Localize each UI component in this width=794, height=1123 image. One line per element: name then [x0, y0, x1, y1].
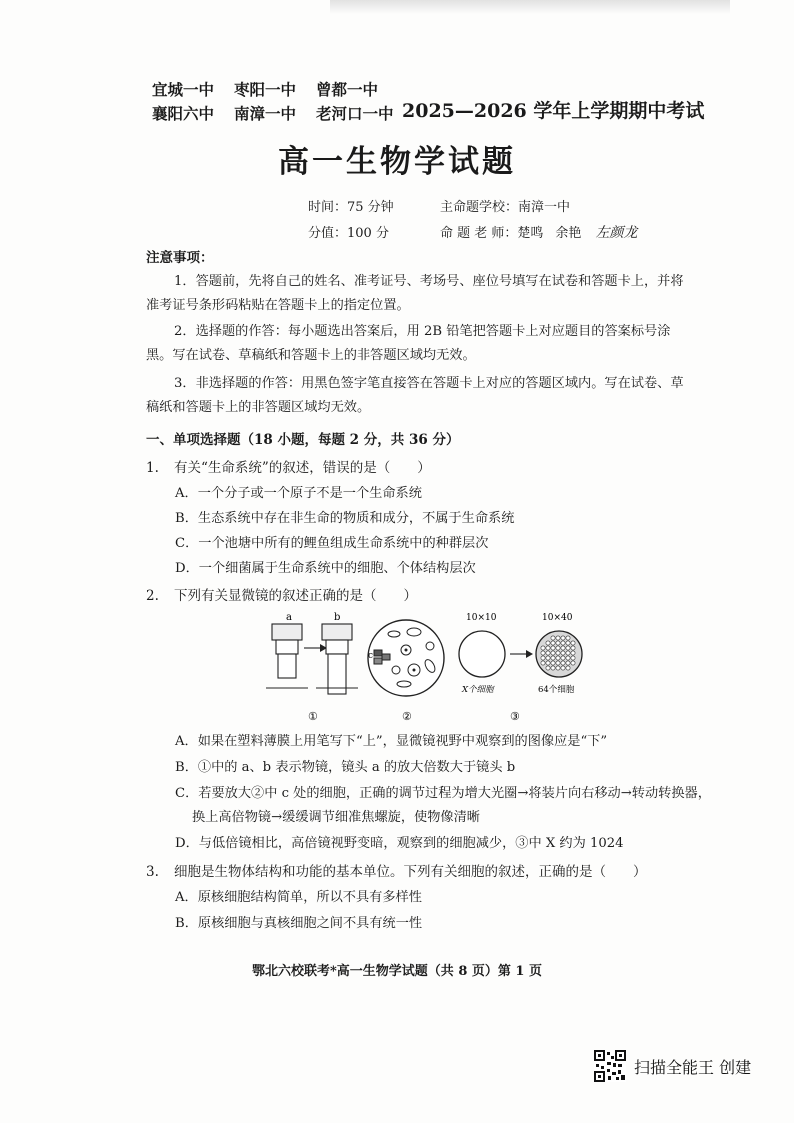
cell-dot — [551, 636, 555, 640]
qr-code-icon — [594, 1050, 626, 1082]
cell-dot — [566, 636, 570, 640]
cell-dot — [546, 666, 550, 670]
school-name: 曾都一中 — [316, 80, 379, 99]
cell-dot — [556, 636, 560, 640]
objective-lens-a-icon — [272, 624, 302, 640]
school-row-1 — [152, 78, 414, 102]
cell-dot — [561, 636, 565, 640]
teachers-label: 命 题 老 师： — [440, 226, 518, 241]
note-item: 2．选择题的作答：每小题选出答案后，用 2B 铅笔把答题卡上对应题目的答案标号涂黑。写在试卷、草稿纸和答题卡上的非答题区域均无效。 — [146, 324, 671, 363]
objective-lens-b-icon — [322, 624, 352, 640]
cell-dot — [551, 651, 555, 655]
cell-dot — [556, 656, 560, 660]
cell-dot — [551, 661, 555, 665]
notes-title: 注意事项： — [146, 250, 214, 266]
cell-icon — [374, 658, 382, 664]
cell-dot — [541, 646, 545, 650]
question-stem: 下列有关显微镜的叙述正确的是（ ） — [174, 588, 417, 604]
option-a: A．原核细胞结构简单，所以不具有多样性 — [175, 890, 422, 905]
cell-dot — [551, 666, 555, 670]
cell-label-c: c — [368, 651, 374, 661]
cell-dot — [566, 641, 570, 645]
school-name: 襄阳六中 — [152, 104, 215, 123]
cell-dot — [561, 656, 565, 660]
lens-label-a: a — [286, 612, 292, 623]
school-name: 老河口一中 — [316, 104, 394, 123]
cell-dot — [556, 641, 560, 645]
cell-dot — [561, 666, 565, 670]
caption-x-cells: X个细胞 — [462, 685, 494, 695]
cell-dot — [551, 641, 555, 645]
cell-dot — [541, 656, 545, 660]
option-d: D．一个细菌属于生命系统中的细胞、个体结构层次 — [175, 561, 476, 576]
cell-dot — [566, 661, 570, 665]
cell-dot — [556, 646, 560, 650]
watermark-text: 扫描全能王 创建 — [634, 1057, 752, 1077]
cell-dot — [561, 641, 565, 645]
option-c: C．一个池塘中所有的鲤鱼组成生命系统中的种群层次 — [175, 536, 489, 551]
cell-dot — [566, 656, 570, 660]
scan-shadow — [330, 0, 730, 14]
cell-dot — [546, 661, 550, 665]
question-number: 2. — [146, 588, 159, 604]
question-stem: 有关“生命系统”的叙述，错误的是（ ） — [174, 460, 431, 476]
cell-dot — [571, 646, 575, 650]
note-item: 1．答题前，先将自己的姓名、准考证号、考场号、座位号填写在试卷和答题卡上，并将准考证号条形码粘贴在答题卡上的指定位置。 — [146, 274, 684, 313]
cell-dot — [556, 661, 560, 665]
page-footer: 鄂北六校联考*高一生物学试题（共 8 页）第 1 页 — [252, 964, 542, 979]
option-d: D．与低倍镜相比，高倍镜视野变暗，观察到的细胞减少，③中 X 约为 1024 — [175, 836, 624, 851]
exam-title: 2025—2026 学年上学期期中考试 — [402, 100, 705, 122]
option-a: A．一个分子或一个原子不是一个生命系统 — [175, 486, 422, 501]
school-row-2 — [152, 102, 414, 126]
question-number: 1. — [146, 460, 159, 476]
option-b: B．原核细胞与真核细胞之间不具有统一性 — [175, 916, 423, 931]
setter-teachers — [440, 222, 637, 242]
option-b: B．①中的 a、b 表示物镜，镜头 a 的放大倍数大于镜头 b — [175, 760, 516, 775]
cell-icon — [374, 650, 382, 656]
mag-low-label: 10×10 — [466, 613, 497, 623]
cell-dot — [546, 656, 550, 660]
question-stem: 细胞是生物体结构和功能的基本单位。下列有关细胞的叙述，正确的是（ ） — [174, 864, 647, 880]
cell-dot — [541, 661, 545, 665]
option-b: B．生态系统中存在非生命的物质和成分，不属于生命系统 — [175, 511, 515, 526]
field-of-view-panel — [368, 620, 444, 723]
cell-dot — [571, 641, 575, 645]
cell-dot — [571, 656, 575, 660]
teacher-name: 余艳 — [555, 226, 582, 241]
cell-dot — [561, 651, 565, 655]
cell-dot — [551, 646, 555, 650]
section-title: 一、单项选择题（18 小题，每题 2 分，共 36 分） — [146, 432, 460, 448]
option-c: C．若要放大②中 c 处的细胞，正确的调节过程为增大光圈→将装片向右移动→转动转换器， — [175, 786, 711, 801]
school-name: 南漳一中 — [234, 104, 297, 123]
panel-label-2: ② — [402, 710, 412, 723]
cell-dot — [571, 651, 575, 655]
note-item: 3．非选择题的作答：用黑色签字笔直接答在答题卡上对应的答题区域内。写在试卷、草稿纸和答题卡上的非答题区域均无效。 — [146, 376, 684, 415]
magnification-panel — [459, 613, 582, 723]
school-list — [152, 78, 414, 126]
cell-icon — [382, 654, 390, 660]
microscope-figure — [264, 608, 604, 726]
setter-school: 主命题学校：南漳一中 — [440, 200, 571, 215]
low-mag-field — [459, 631, 505, 677]
cell-dot — [566, 666, 570, 670]
mag-high-label: 10×40 — [542, 613, 573, 623]
cell-dot — [561, 646, 565, 650]
question-number: 3. — [146, 864, 159, 880]
subject-title: 高一生物学试题 — [278, 144, 516, 180]
cell-dot — [546, 651, 550, 655]
caption-64-cells: 64个细胞 — [538, 685, 575, 695]
cell-dot — [541, 651, 545, 655]
question-2 — [146, 584, 417, 604]
cell-dot — [571, 661, 575, 665]
teacher-name: 楚鸣 — [517, 226, 544, 241]
option-a: A．如果在塑料薄膜上用笔写下“上”，显微镜视野中观察到的图像应是“下” — [175, 734, 608, 749]
exam-time: 时间：75 分钟 — [308, 200, 394, 215]
question-1 — [146, 456, 431, 476]
school-name: 枣阳一中 — [234, 80, 297, 99]
cell-dot — [561, 661, 565, 665]
option-c-continued: 换上高倍物镜→缓缓调节细准焦螺旋，使物像清晰 — [192, 810, 480, 825]
cell-dot — [551, 656, 555, 660]
cell-dot — [556, 666, 560, 670]
cell-dot — [546, 641, 550, 645]
question-3 — [146, 860, 647, 880]
cell-dot — [566, 646, 570, 650]
exam-score: 分值：100 分 — [308, 226, 389, 241]
cell-dot — [546, 646, 550, 650]
panel-label-1: ① — [308, 710, 318, 723]
cell-dot — [566, 651, 570, 655]
objective-lens-panel — [266, 612, 358, 723]
cell-dot — [556, 651, 560, 655]
teacher-name-handwritten: 左颜龙 — [595, 225, 638, 241]
panel-label-3: ③ — [510, 710, 520, 723]
scanner-watermark — [594, 1048, 751, 1084]
school-name: 宜城一中 — [152, 80, 215, 99]
lens-label-b: b — [334, 612, 341, 623]
